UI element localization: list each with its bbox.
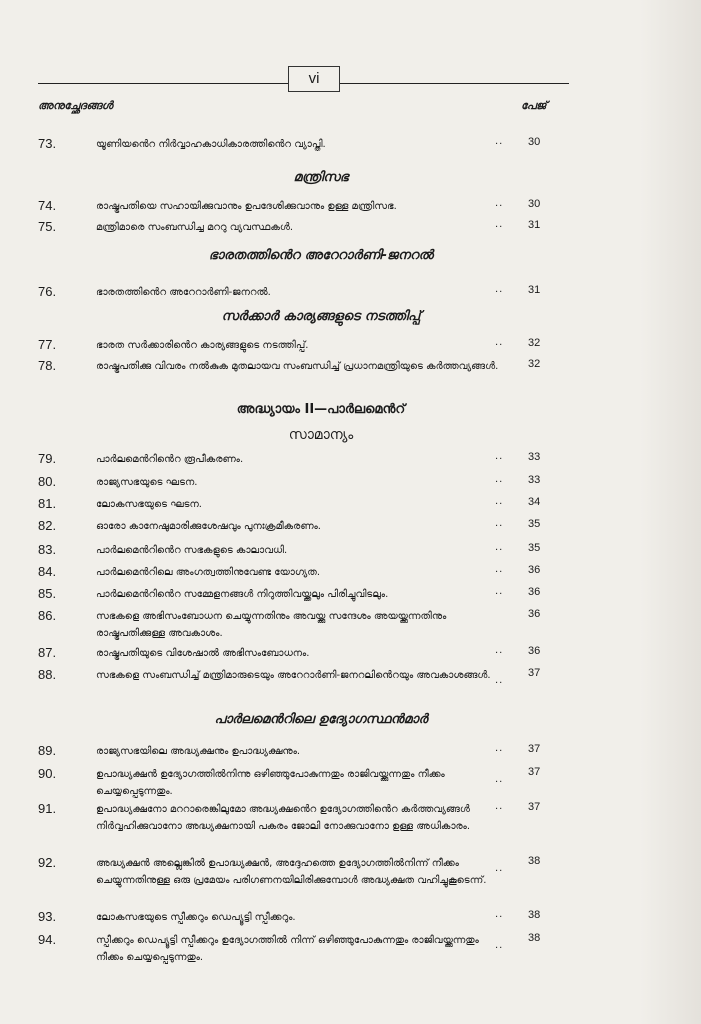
- header-rule-right: [340, 83, 569, 84]
- entry-text: ഭാരതത്തിൻെറ അറേറാർണി-ജനറൽ.: [96, 287, 271, 298]
- entry-page: 31: [528, 219, 541, 231]
- entry-page: 30: [528, 198, 541, 210]
- entry-page: 37: [528, 743, 541, 755]
- leader-dots: ..: [495, 863, 504, 874]
- entry-page: 37: [528, 667, 541, 679]
- entry-page: 37: [528, 801, 541, 813]
- entry-page: 36: [528, 564, 541, 576]
- leader-dots: ..: [495, 542, 504, 553]
- leader-dots: ..: [495, 743, 504, 754]
- entry-text: ഭാരത സർക്കാരിൻെറ കാര്യങ്ങളുടെ നടത്തിപ്പ്.: [96, 340, 309, 351]
- section-heading: സാമാന്യം: [288, 427, 354, 443]
- entry-number: 76.: [38, 284, 57, 299]
- header-rule-left: [38, 83, 288, 84]
- entry-page: 38: [528, 909, 541, 921]
- entry-page: 35: [528, 542, 541, 554]
- entry-number: 74.: [38, 198, 57, 213]
- entry-text: ഉപാദ്ധ്യക്ഷനോ മററാരെങ്കിലുമോ അദ്ധ്യക്ഷൻെറ ഉദ്യോഗത്തിൻെറ കർത്തവ്യങ്ങൾ നിർവ്വഹിക്കുവാനോ അദ്ധ്യക്ഷനായി പകരം ജോലി നോക്കുവാനോ ഉള്ള അധികാരം.: [96, 804, 471, 832]
- entry-number: 91.: [38, 801, 57, 816]
- leader-dots: ..: [495, 219, 504, 230]
- entry-number: 77.: [38, 337, 57, 352]
- leader-dots: ..: [495, 518, 504, 529]
- entry-text: പാർലമെൻറിൻെറ സമ്മേളനങ്ങൾ നിറുത്തിവയ്ക്കലും പിരിച്ചുവിടലും.: [96, 589, 389, 600]
- entry-number: 79.: [38, 451, 57, 466]
- page-edge-shadow: [640, 0, 701, 1024]
- entry-number: 89.: [38, 743, 57, 758]
- leader-dots: ..: [495, 774, 504, 785]
- entry-page: 38: [528, 855, 541, 867]
- page-folio: vi: [288, 66, 340, 92]
- entry-page: 37: [528, 766, 541, 778]
- leader-dots: ..: [495, 198, 504, 209]
- leader-dots: ..: [495, 337, 504, 348]
- entry-number: 75.: [38, 219, 57, 234]
- entry-number: 86.: [38, 608, 57, 623]
- entry-page: 33: [528, 474, 541, 486]
- entry-page: 30: [528, 136, 541, 148]
- entry-page: 32: [528, 358, 541, 370]
- entry-number: 88.: [38, 667, 57, 682]
- entry-text: രാഷ്ട്രപതിക്കു വിവരം നൽകുക മുതലായവ സംബന്ധിച്ച് പ്രധാനമന്ത്രിയുടെ കർത്തവ്യങ്ങൾ.: [96, 361, 499, 372]
- leader-dots: ..: [495, 564, 504, 575]
- entry-page: 38: [528, 932, 541, 944]
- entry-text: രാജ്യസഭയുടെ ഘടന.: [96, 477, 198, 488]
- entry-text: രാഷ്ട്രപതിയെ സഹായിക്കുവാനും ഉപദേശിക്കുവാനും ഉള്ള മന്ത്രിസഭ.: [96, 201, 397, 212]
- entry-number: 82.: [38, 518, 57, 533]
- entry-text: പാർലമെൻറിലെ അംഗത്വത്തിനുവേണ്ട യോഗ്യത.: [96, 567, 321, 578]
- entry-text: ലോകസഭയുടെ ഘടന.: [96, 499, 202, 510]
- column-heading-articles: അനുച്ഛേദങ്ങൾ: [38, 99, 113, 112]
- entry-page: 36: [528, 608, 541, 620]
- entry-number: 94.: [38, 932, 57, 947]
- entry-text: മന്ത്രിമാരെ സംബന്ധിച്ച മററു വ്യവസ്ഥകൾ.: [96, 222, 294, 233]
- entry-text: സഭകളെ സംബന്ധിച്ച് മന്ത്രിമാരുടെയും അറേറാർണി-ജനറലിൻെറയും അവകാശങ്ങൾ.: [96, 670, 491, 681]
- entry-text: ലോകസഭയുടെ സ്പീക്കറും ഡെപ്യൂട്ടി സ്പീക്കറും.: [96, 912, 296, 923]
- entry-text: രാജ്യസഭയിലെ അദ്ധ്യക്ഷനും ഉപാദ്ധ്യക്ഷനും.: [96, 746, 301, 757]
- leader-dots: ..: [495, 940, 504, 951]
- entry-text: അദ്ധ്യക്ഷൻ അല്ലെങ്കിൽ ഉപാദ്ധ്യക്ഷൻ, അദ്ദേഹത്തെ ഉദ്യോഗത്തിൽനിന്ന് നീക്കം ചെയ്യുന്നതിനുള്ള ഒരു പ്രമേയം പരിഗണനയിലിരിക്കുമ്പോൾ അദ്ധ്യക്ഷത വഹിച്ചുകൂടെന്ന്.: [96, 858, 487, 886]
- entry-text: പാർലമെൻറിൻെറ രൂപീകരണം.: [96, 454, 244, 465]
- entry-text: യൂണിയൻെറ നിർവ്വാഹകാധികാരത്തിൻെറ വ്യാപ്തി.: [96, 139, 326, 150]
- section-heading: പാർലമെൻറിലെ ഉദ്യോഗസ്ഥൻമാർ: [214, 712, 428, 727]
- entry-number: 78.: [38, 358, 57, 373]
- entry-number: 83.: [38, 542, 57, 557]
- leader-dots: ..: [495, 474, 504, 485]
- section-heading: ഭാരതത്തിൻെറ അറേറാർണി-ജനറൽ: [208, 248, 434, 263]
- entry-number: 73.: [38, 136, 57, 151]
- entry-text: പാർലമെൻറിൻെറ സഭകളുടെ കാലാവധി.: [96, 545, 288, 556]
- leader-dots: ..: [495, 645, 504, 656]
- section-heading: സർക്കാർ കാര്യങ്ങളുടെ നടത്തിപ്പ്: [221, 309, 421, 324]
- chapter-heading: അദ്ധ്യായം II—പാർലമെൻറ്: [236, 402, 406, 417]
- entry-text: ഓരോ കാനേഷുമാരിക്കുശേഷവും പുനഃക്രമീകരണം.: [96, 521, 321, 532]
- leader-dots: ..: [495, 284, 504, 295]
- section-heading: മന്ത്രിസഭ: [293, 170, 349, 185]
- entry-text: സ്പീക്കറും ഡെപ്യൂട്ടി സ്പീക്കറും ഉദ്യോഗത്തിൽ നിന്ന് ഒഴിഞ്ഞുപോകുന്നതും രാജിവയ്ക്കുന്നതും നീക്കം ചെയ്യപ്പെടുന്നതും.: [96, 935, 479, 963]
- entry-text: സഭകളെ അഭിസംബോധന ചെയ്യുന്നതിനും അവയ്ക്കു സന്ദേശം അയയ്ക്കുന്നതിനും രാഷ്ട്രപതിക്കുള്ള അവകാശം.: [96, 611, 447, 639]
- entry-number: 80.: [38, 474, 57, 489]
- entry-number: 90.: [38, 766, 57, 781]
- leader-dots: ..: [495, 586, 504, 597]
- column-heading-page: പേജ്: [521, 99, 547, 112]
- leader-dots: ..: [495, 496, 504, 507]
- entry-page: 36: [528, 645, 541, 657]
- leader-dots: ..: [495, 909, 504, 920]
- entry-number: 93.: [38, 909, 57, 924]
- entry-page: 33: [528, 451, 541, 463]
- leader-dots: ..: [495, 136, 504, 147]
- entry-number: 87.: [38, 645, 57, 660]
- entry-page: 35: [528, 518, 541, 530]
- entry-page: 34: [528, 496, 541, 508]
- leader-dots: ..: [495, 801, 504, 812]
- leader-dots: ..: [495, 675, 504, 686]
- entry-text: രാഷ്ട്രപതിയുടെ വിശേഷാൽ അഭിസംബോധനം.: [96, 648, 310, 659]
- leader-dots: ..: [495, 451, 504, 462]
- entry-number: 81.: [38, 496, 57, 511]
- entry-page: 32: [528, 337, 541, 349]
- entry-page: 36: [528, 586, 541, 598]
- entry-number: 85.: [38, 586, 57, 601]
- entry-page: 31: [528, 284, 541, 296]
- entry-text: ഉപാദ്ധ്യക്ഷൻ ഉദ്യോഗത്തിൽനിന്നു ഒഴിഞ്ഞുപോകുന്നതും രാജിവയ്ക്കുന്നതും നീക്കം ചെയ്യപ്പെടുന്നതും.: [96, 769, 445, 797]
- entry-number: 84.: [38, 564, 57, 579]
- entry-number: 92.: [38, 855, 57, 870]
